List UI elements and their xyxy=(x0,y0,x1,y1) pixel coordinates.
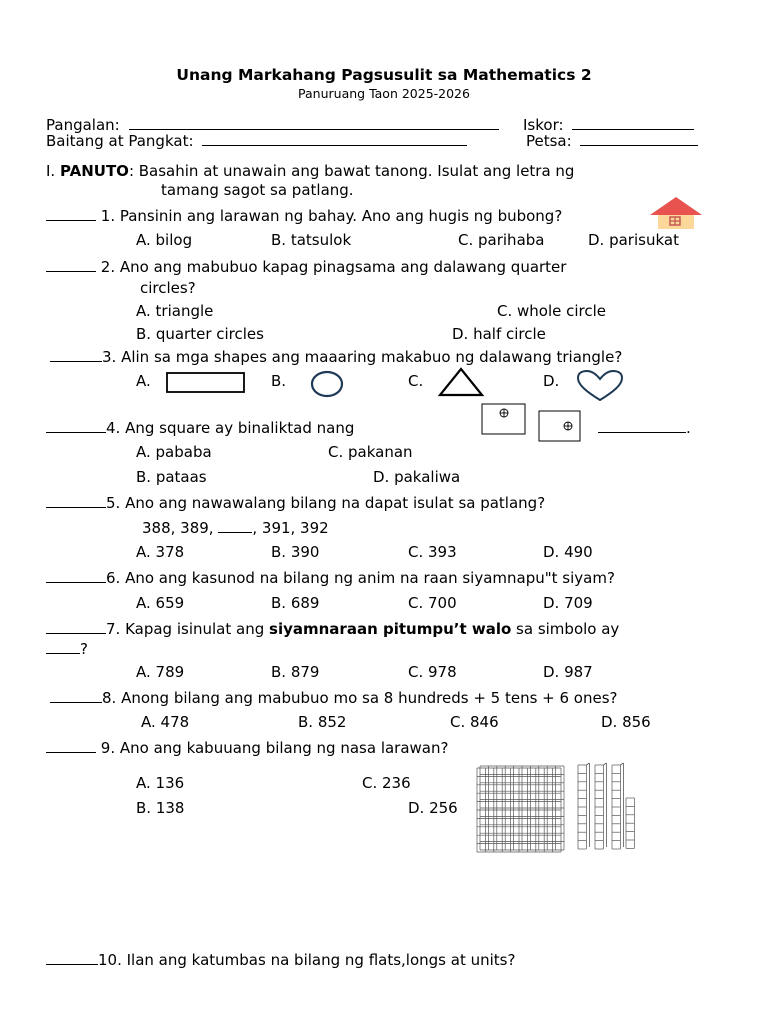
score-blank[interactable] xyxy=(572,115,694,130)
answer-blank-10[interactable] xyxy=(46,950,98,965)
page-title: Unang Markahang Pagsusulit sa Mathematics 2 xyxy=(176,66,592,84)
question-7: 7. Kapag isinulat ang siyamnaraan pitumpu’t walo sa simbolo ay xyxy=(46,619,619,638)
answer-blank-2[interactable] xyxy=(46,257,96,272)
q5-sequence: 388, 389, , 391, 392 xyxy=(142,519,329,537)
q4-choice-d: D. pakaliwa xyxy=(373,468,461,486)
q1-choice-b: B. tatsulok xyxy=(271,231,352,249)
question-4: 4. Ang square ay binaliktad nang xyxy=(46,418,354,437)
square-original-icon xyxy=(481,403,527,435)
question-2: 2. Ano ang mabubuo kapag pinagsama ang dalawang quarter xyxy=(46,257,566,276)
q3-choice-a: A. xyxy=(136,372,151,390)
q8-choice-a: A. 478 xyxy=(141,713,190,731)
q4-choice-c: C. pakanan xyxy=(328,443,413,461)
q7-choice-d: D. 987 xyxy=(543,663,593,681)
q1-choice-c: C. parihaba xyxy=(458,231,545,249)
question-2-line2: circles? xyxy=(140,279,196,297)
q7-number-words: siyamnaraan pitumpu’t walo xyxy=(269,620,512,638)
house-icon xyxy=(648,196,704,232)
q4-choice-b: B. pataas xyxy=(136,468,207,486)
answer-blank-4[interactable] xyxy=(46,418,106,433)
q2-choice-b: B. quarter circles xyxy=(136,325,264,343)
school-year: Panuruang Taon 2025-2026 xyxy=(298,86,470,101)
q4-answer-line: . xyxy=(598,418,691,437)
base-ten-blocks-image xyxy=(474,762,644,850)
q3-choice-c: C. xyxy=(408,372,424,390)
answer-blank-7[interactable] xyxy=(46,619,106,634)
date-blank[interactable] xyxy=(580,131,698,146)
q9-choice-a: A. 136 xyxy=(136,774,185,792)
q7-choice-b: B. 879 xyxy=(271,663,320,681)
answer-blank-8[interactable] xyxy=(50,688,102,703)
q6-choice-b: B. 689 xyxy=(271,594,320,612)
question-1: 1. Pansinin ang larawan ng bahay. Ano ang hugis ng bubong? xyxy=(46,206,562,225)
question-6: 6. Ano ang kasunod na bilang ng anim na raan siyamnapu"t siyam? xyxy=(46,568,615,587)
q5-choice-c: C. 393 xyxy=(408,543,457,561)
question-8: 8. Anong bilang ang mabubuo mo sa 8 hundreds + 5 tens + 6 ones? xyxy=(50,688,618,707)
q3-choice-b: B. xyxy=(271,372,287,390)
q2-choice-d: D. half circle xyxy=(452,325,546,343)
question-7-line2: ? xyxy=(46,639,88,658)
answer-blank-6[interactable] xyxy=(46,568,106,583)
grade-field xyxy=(46,131,467,150)
q2-choice-a: A. triangle xyxy=(136,302,214,320)
q4-answer-blank[interactable] xyxy=(598,418,686,433)
q7-choice-a: A. 789 xyxy=(136,663,185,681)
q1-choice-a: A. bilog xyxy=(136,231,193,249)
q3-choice-d: D. xyxy=(543,372,560,390)
q9-choice-b: B. 138 xyxy=(136,799,185,817)
answer-blank-5[interactable] xyxy=(46,493,106,508)
q9-choice-d: D. 256 xyxy=(408,799,458,817)
q6-choice-a: A. 659 xyxy=(136,594,185,612)
answer-blank-1[interactable] xyxy=(46,206,96,221)
circle-shape xyxy=(311,370,345,398)
question-9: 9. Ano ang kabuuang bilang ng nasa larawan? xyxy=(46,738,448,757)
question-3: 3. Alin sa mga shapes ang maaaring makabuo ng dalawang triangle? xyxy=(50,347,622,366)
house-roof xyxy=(650,197,702,215)
heart-shape xyxy=(577,370,625,402)
instructions-line2: tamang sagot sa patlang. xyxy=(161,181,354,199)
q8-choice-d: D. 856 xyxy=(601,713,651,731)
grade-blank[interactable] xyxy=(202,131,467,146)
q5-sequence-blank[interactable] xyxy=(218,518,252,533)
date-label: Petsa: xyxy=(526,132,572,150)
square-flipped-icon xyxy=(538,410,582,442)
q5-choice-a: A. 378 xyxy=(136,543,185,561)
triangle-shape xyxy=(439,367,485,397)
name-blank[interactable] xyxy=(129,115,499,130)
instructions: I. PANUTO: Basahin at unawain ang bawat tanong. Isulat ang letra ng xyxy=(46,162,575,180)
question-10: 10. Ilan ang katumbas na bilang ng flats,longs at units? xyxy=(46,950,515,969)
q9-choice-c: C. 236 xyxy=(362,774,411,792)
rectangle-shape xyxy=(166,372,246,394)
grade-label: Baitang at Pangkat: xyxy=(46,132,194,150)
q7-symbol-blank[interactable] xyxy=(46,639,80,654)
question-5: 5. Ano ang nawawalang bilang na dapat isulat sa patlang? xyxy=(46,493,545,512)
q4-choice-a: A. pababa xyxy=(136,443,212,461)
answer-blank-3[interactable] xyxy=(50,347,102,362)
q8-choice-b: B. 852 xyxy=(298,713,347,731)
q7-choice-c: C. 978 xyxy=(408,663,457,681)
answer-blank-9[interactable] xyxy=(46,738,96,753)
q5-choice-d: D. 490 xyxy=(543,543,593,561)
q8-choice-c: C. 846 xyxy=(450,713,499,731)
score-label: Iskor: xyxy=(523,116,564,134)
instructions-heading: PANUTO xyxy=(59,162,129,180)
q6-choice-d: D. 709 xyxy=(543,594,593,612)
q6-choice-c: C. 700 xyxy=(408,594,457,612)
q1-choice-d: D. parisukat xyxy=(588,231,679,249)
q2-choice-c: C. whole circle xyxy=(497,302,607,320)
name-label: Pangalan: xyxy=(46,116,120,134)
date-field xyxy=(526,131,698,150)
q5-choice-b: B. 390 xyxy=(271,543,320,561)
